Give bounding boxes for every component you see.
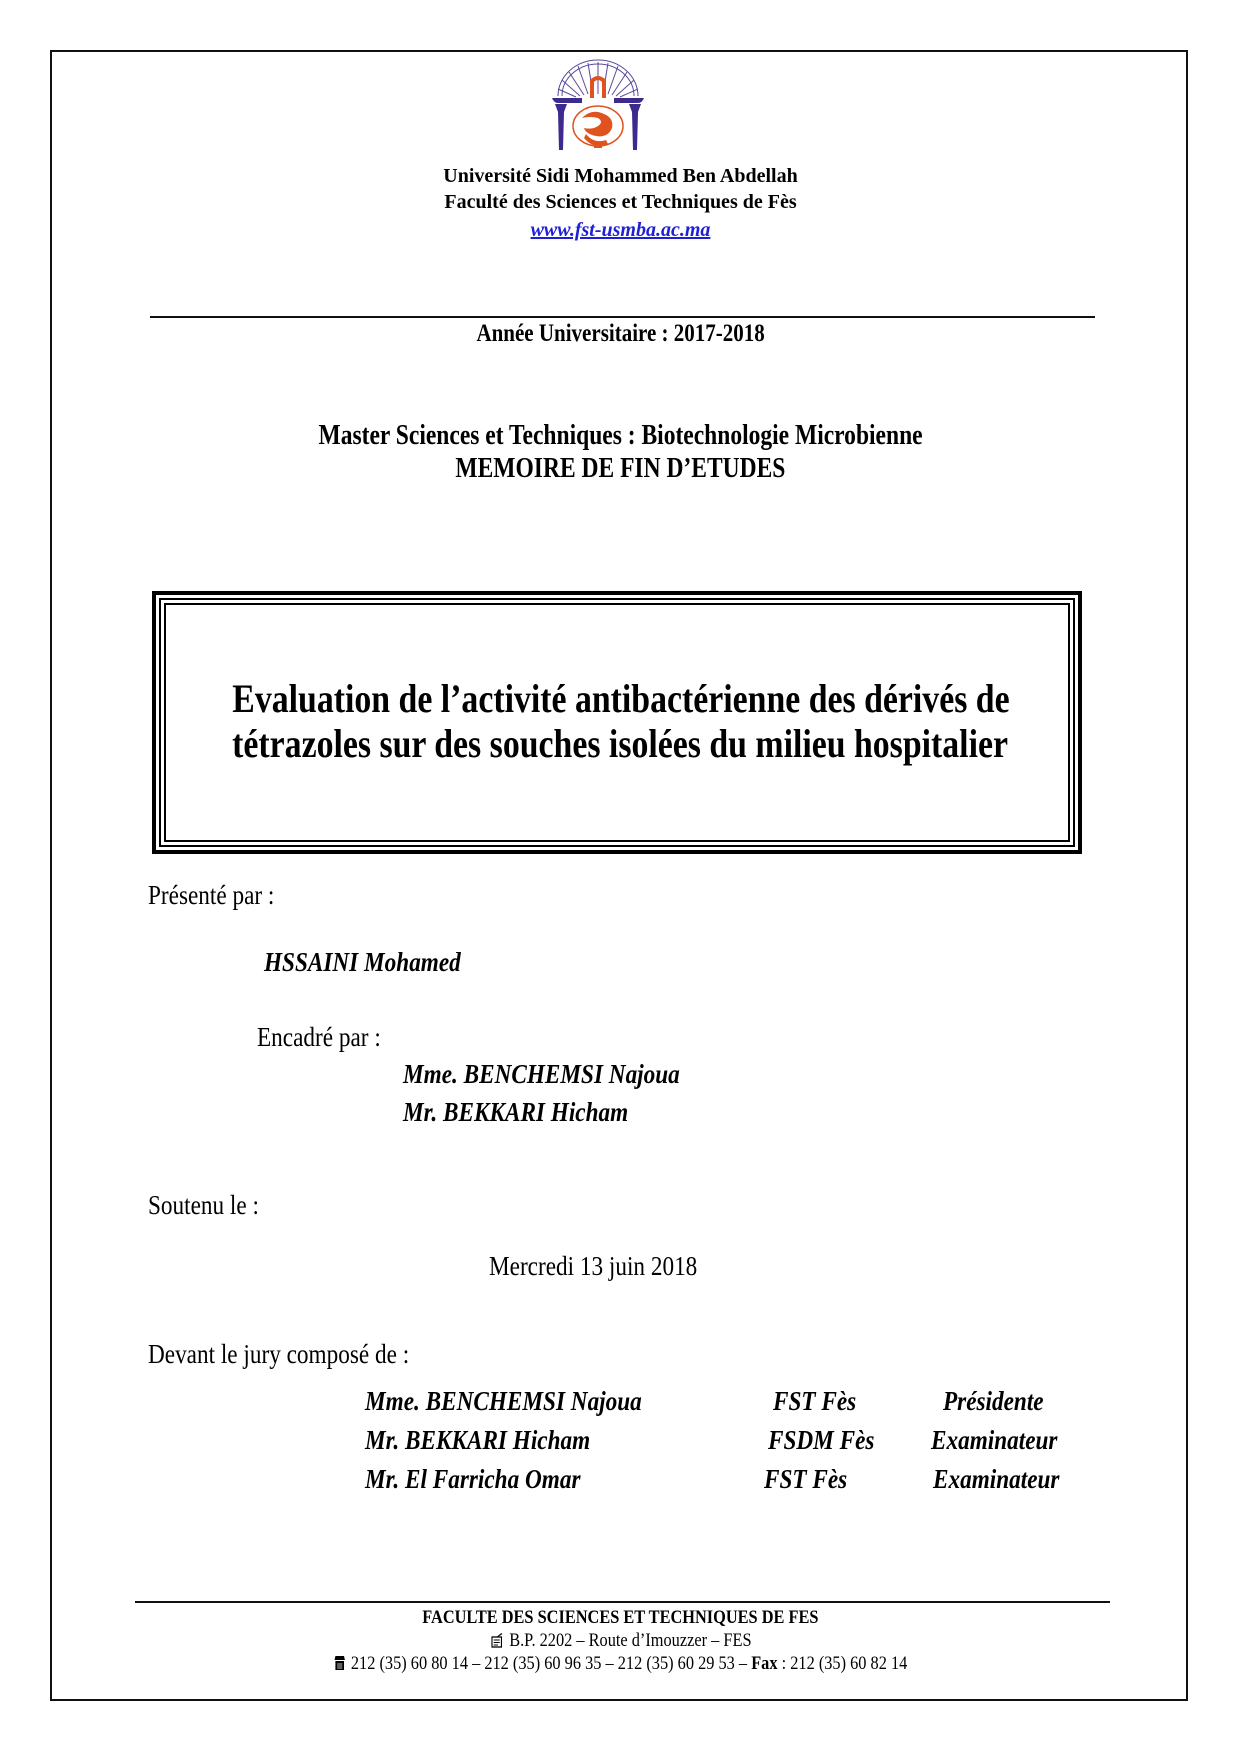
jury-member-role: Examinateur [933,1464,1060,1494]
defense-date: Mercredi 13 juin 2018 [489,1251,698,1281]
website-link-row [0,219,1241,242]
jury-member-name: Mme. BENCHEMSI Najoua [365,1386,642,1416]
supervisor-1: Mme. BENCHEMSI Najoua [403,1059,680,1089]
jury-member-institution: FST Fès [764,1464,848,1494]
jury-member-role: Examinateur [931,1425,1058,1455]
supervisor-2: Mr. BEKKARI Hicham [403,1097,629,1127]
presented-by-label: Présenté par : [148,880,275,910]
defense-label: Soutenu le : [148,1190,259,1220]
jury-member-role: Présidente [943,1386,1044,1416]
university-name: Université Sidi Mohammed Ben Abdellah [443,165,798,187]
jury-member-name: Mr. El Farricha Omar [365,1464,581,1494]
footer-divider [135,1601,1110,1603]
footer-title: FACULTE DES SCIENCES ET TECHNIQUES DE FES [422,1607,819,1628]
master-program: Master Sciences et Techniques : Biotechnologie Microbienne [318,420,923,451]
jury-member-name: Mr. BEKKARI Hicham [365,1425,591,1455]
header-divider [150,316,1095,318]
website-link[interactable]: www.fst-usmba.ac.ma [530,219,711,241]
footer-contacts: 212 (35) 60 80 14 – 212 (35) 60 96 35 – 212 (35) 60 29 53 – Fax : 212 (35) 60 82 14 [0,1653,1241,1677]
supervised-by-label: Encadré par : [257,1022,381,1052]
telephone-icon [334,1655,346,1677]
thesis-title-line-2: tétrazoles sur des souches isolées du milieu hospitalier [232,721,1009,766]
thesis-title-line-1: Evaluation de l’activité antibactérienne des dérivés de [231,676,1010,721]
jury-member-institution: FST Fès [773,1386,857,1416]
document-type: MEMOIRE DE FIN D’ETUDES [455,453,786,484]
jury-label: Devant le jury composé de : [148,1339,410,1369]
mailbox-icon [490,1632,504,1654]
university-logo [548,58,648,156]
author-name: HSSAINI Mohamed [264,947,461,977]
jury-member-institution: FSDM Fès [768,1425,875,1455]
university-emblem-icon [548,58,648,156]
footer-address: B.P. 2202 – Route d’Imouzzer – FES [0,1630,1241,1654]
academic-year: Année Universitaire : 2017-2018 [476,320,765,347]
faculty-name: Faculté des Sciences et Techniques de Fès [444,191,797,213]
